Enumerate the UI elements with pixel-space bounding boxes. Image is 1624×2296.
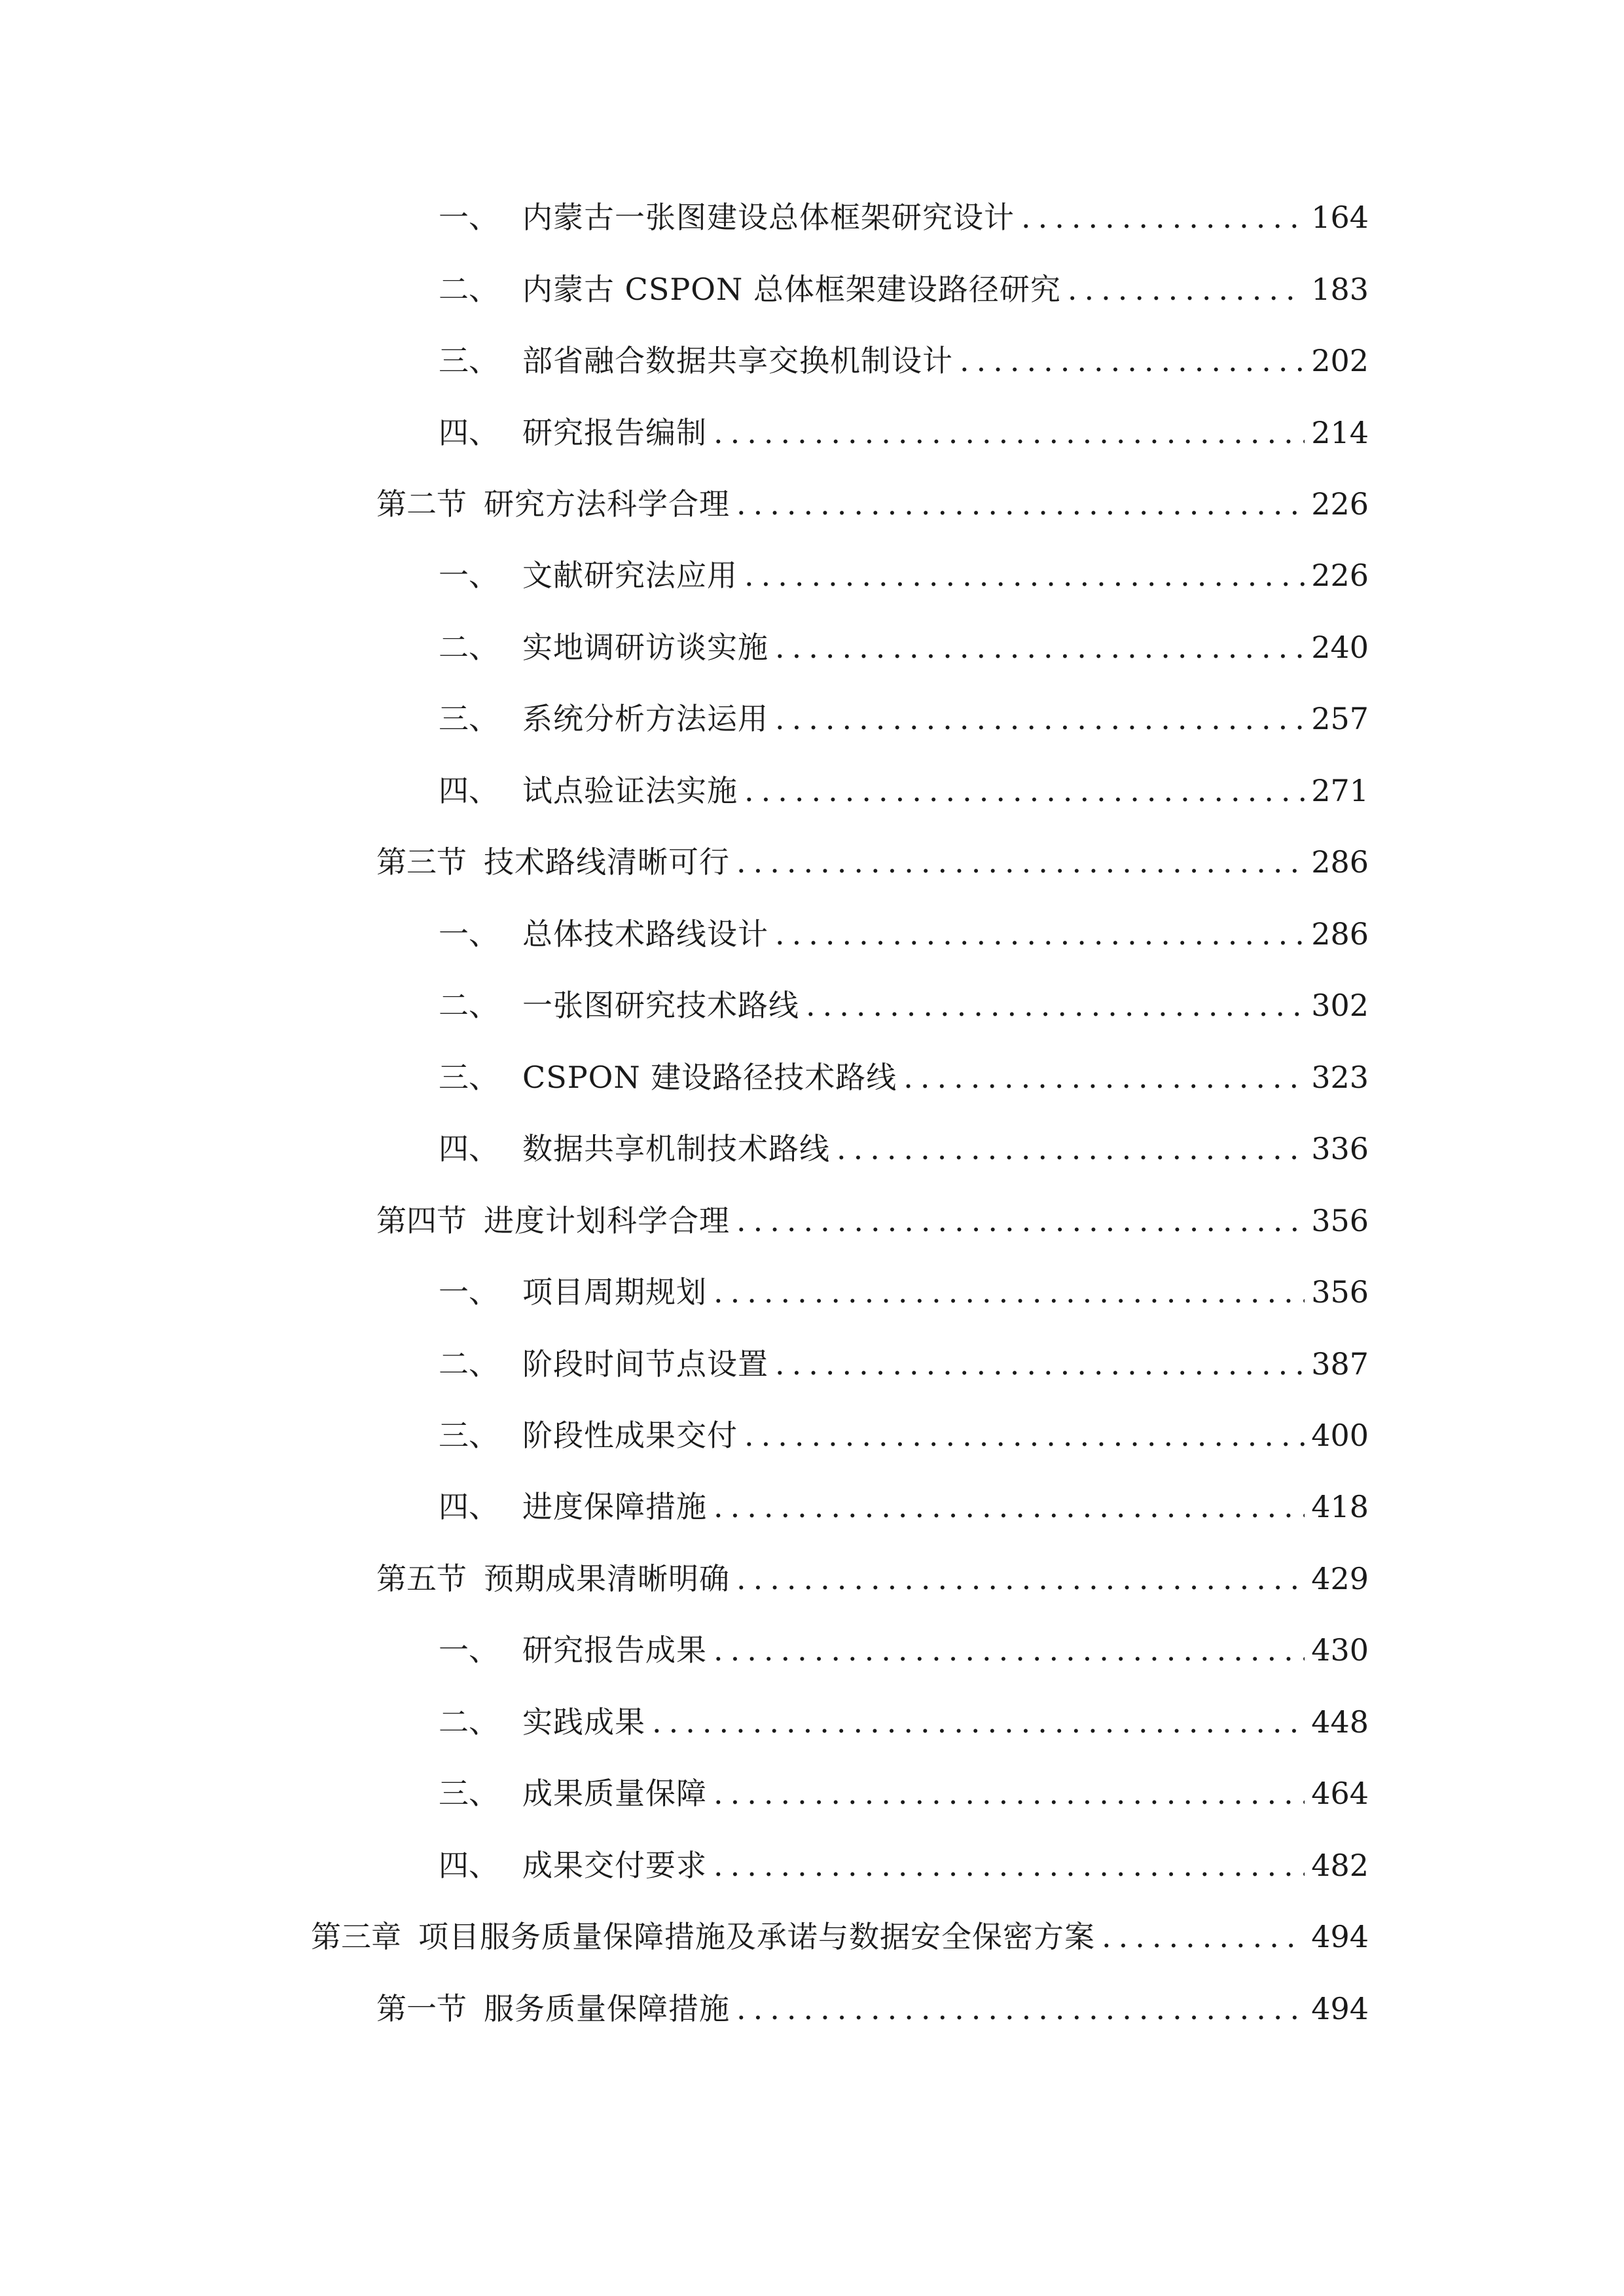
toc-page-number: 323 xyxy=(1311,1060,1369,1095)
toc-dot-leader xyxy=(713,1266,1305,1318)
toc-dot-leader xyxy=(775,908,1305,960)
toc-dot-leader xyxy=(960,334,1305,387)
toc-entry[interactable] xyxy=(439,549,1369,601)
toc-entry-title: 总体技术路线设计 xyxy=(522,916,768,952)
toc-entry-title: 部省融合数据共享交换机制设计 xyxy=(522,343,953,378)
toc-entry-number: 二、 xyxy=(439,1346,499,1382)
toc-entry-title: 项目服务质量保障措施及承诺与数据安全保密方案 xyxy=(418,1919,1095,1954)
toc-entry[interactable] xyxy=(439,334,1369,387)
toc-entry-number: 二、 xyxy=(439,1704,499,1740)
toc-entry[interactable] xyxy=(439,1051,1369,1103)
toc-entry[interactable] xyxy=(439,1767,1369,1820)
toc-entry-title: 研究报告成果 xyxy=(522,1632,707,1668)
toc-entry-number: 三、 xyxy=(439,701,499,736)
toc-chapter-entry[interactable] xyxy=(311,1910,1369,1963)
toc-dot-leader xyxy=(837,1122,1305,1175)
toc-dot-leader xyxy=(744,764,1305,817)
toc-entry-number: 四、 xyxy=(439,1848,499,1883)
toc-page-number: 164 xyxy=(1311,200,1369,235)
toc-dot-leader xyxy=(903,1051,1305,1103)
toc-dot-leader xyxy=(736,478,1305,530)
toc-entry-number: 三、 xyxy=(439,1418,499,1453)
toc-section-entry[interactable] xyxy=(376,1982,1369,2035)
toc-entry[interactable] xyxy=(439,1839,1369,1892)
toc-page-number: 494 xyxy=(1311,1991,1369,2026)
toc-section-entry[interactable] xyxy=(376,1194,1369,1247)
toc-section-number: 第三节 xyxy=(376,844,467,880)
toc-entry-number: 三、 xyxy=(439,1776,499,1811)
toc-page-number: 286 xyxy=(1311,844,1369,880)
toc-page-number: 387 xyxy=(1311,1346,1369,1382)
toc-dot-leader xyxy=(713,1767,1305,1820)
toc-entry-title: 试点验证法实施 xyxy=(522,773,738,808)
toc-page-number: 464 xyxy=(1311,1776,1369,1811)
toc-entry-title: 系统分析方法运用 xyxy=(522,701,768,736)
toc-entry-number: 一、 xyxy=(439,558,499,593)
toc-page-number: 214 xyxy=(1311,415,1369,450)
toc-dot-leader xyxy=(1021,191,1305,243)
toc-dot-leader xyxy=(744,549,1305,601)
toc-dot-leader xyxy=(713,406,1305,459)
toc-dot-leader xyxy=(1068,263,1305,315)
toc-entry[interactable] xyxy=(439,1480,1369,1533)
toc-entry-title: 服务质量保障措施 xyxy=(484,1991,730,2026)
toc-entry-title: 进度保障措施 xyxy=(522,1489,707,1524)
toc-page-number: 448 xyxy=(1311,1704,1369,1740)
toc-page-number: 418 xyxy=(1311,1489,1369,1524)
toc-entry-title: 成果质量保障 xyxy=(522,1776,707,1811)
toc-entry-title: 研究报告编制 xyxy=(522,415,707,450)
toc-entry[interactable] xyxy=(439,191,1369,243)
toc-page-number: 302 xyxy=(1311,988,1369,1023)
toc-entry-title: 阶段时间节点设置 xyxy=(522,1346,768,1382)
toc-entry-number: 一、 xyxy=(439,1274,499,1310)
toc-entry-number: 二、 xyxy=(439,988,499,1023)
toc-entry-number: 二、 xyxy=(439,630,499,665)
toc-section-entry[interactable] xyxy=(376,478,1369,530)
toc-entry-title: 阶段性成果交付 xyxy=(522,1418,738,1453)
toc-dot-leader xyxy=(736,1552,1305,1605)
toc-dot-leader xyxy=(775,621,1305,673)
toc-entry-title: 研究方法科学合理 xyxy=(484,486,730,522)
toc-dot-leader xyxy=(775,1338,1305,1390)
toc-entry[interactable] xyxy=(439,908,1369,960)
toc-section-number: 第二节 xyxy=(376,486,467,522)
toc-entry-number: 三、 xyxy=(439,1060,499,1095)
toc-entry-title: 实践成果 xyxy=(522,1704,645,1740)
toc-entry-number: 三、 xyxy=(439,343,499,378)
toc-entry[interactable] xyxy=(439,1624,1369,1676)
toc-page-number: 430 xyxy=(1311,1632,1369,1668)
toc-section-number: 第一节 xyxy=(376,1991,467,2026)
toc-entry-title: 预期成果清晰明确 xyxy=(484,1561,730,1596)
toc-entry-title: CSPON 建设路径技术路线 xyxy=(522,1060,897,1095)
toc-page-number: 494 xyxy=(1311,1919,1369,1954)
toc-page-number: 183 xyxy=(1311,272,1369,307)
toc-entry-number: 一、 xyxy=(439,1632,499,1668)
toc-dot-leader xyxy=(736,1194,1305,1247)
toc-dot-leader xyxy=(775,692,1305,745)
toc-entry[interactable] xyxy=(439,764,1369,817)
toc-entry[interactable] xyxy=(439,1696,1369,1748)
toc-entry-title: 一张图研究技术路线 xyxy=(522,988,799,1023)
toc-entry-title: 内蒙古 CSPON 总体框架建设路径研究 xyxy=(522,272,1061,307)
toc-entry[interactable] xyxy=(439,1338,1369,1390)
toc-dot-leader xyxy=(806,979,1305,1031)
toc-entry[interactable] xyxy=(439,979,1369,1031)
toc-entry[interactable] xyxy=(439,406,1369,459)
toc-entry-number: 一、 xyxy=(439,916,499,952)
toc-entry-number: 四、 xyxy=(439,773,499,808)
toc-entry-number: 二、 xyxy=(439,272,499,307)
toc-entry[interactable] xyxy=(439,263,1369,315)
toc-entry[interactable] xyxy=(439,1266,1369,1318)
toc-dot-leader xyxy=(736,1982,1305,2035)
toc-entry[interactable] xyxy=(439,1122,1369,1175)
toc-dot-leader xyxy=(736,836,1305,888)
toc-page-number: 257 xyxy=(1311,701,1369,736)
toc-entry-number: 一、 xyxy=(439,200,499,235)
toc-page-number: 202 xyxy=(1311,343,1369,378)
toc-page-number: 226 xyxy=(1311,558,1369,593)
toc-page-number: 286 xyxy=(1311,916,1369,952)
toc-entry-title: 数据共享机制技术路线 xyxy=(522,1131,830,1166)
toc-section-number: 第五节 xyxy=(376,1561,467,1596)
toc-entry-title: 项目周期规划 xyxy=(522,1274,707,1310)
toc-entry-title: 成果交付要求 xyxy=(522,1848,707,1883)
toc-page-number: 356 xyxy=(1311,1203,1369,1238)
toc-page-number: 429 xyxy=(1311,1561,1369,1596)
toc-entry-title: 技术路线清晰可行 xyxy=(484,844,730,880)
toc-page-number: 356 xyxy=(1311,1274,1369,1310)
toc-entry-number: 四、 xyxy=(439,1489,499,1524)
toc-dot-leader xyxy=(744,1409,1305,1462)
toc-dot-leader xyxy=(1102,1910,1305,1963)
toc-section-entry[interactable] xyxy=(376,1552,1369,1605)
toc-entry-number: 四、 xyxy=(439,1131,499,1166)
toc-page-number: 482 xyxy=(1311,1848,1369,1883)
toc-entry-title: 进度计划科学合理 xyxy=(484,1203,730,1238)
toc-entry-title: 内蒙古一张图建设总体框架研究设计 xyxy=(522,200,1015,235)
toc-entry-title: 实地调研访谈实施 xyxy=(522,630,768,665)
toc-dot-leader xyxy=(713,1624,1305,1676)
toc-dot-leader xyxy=(713,1480,1305,1533)
toc-page-number: 336 xyxy=(1311,1131,1369,1166)
toc-dot-leader xyxy=(713,1839,1305,1892)
toc-page-number: 240 xyxy=(1311,630,1369,665)
toc-page-number: 226 xyxy=(1311,486,1369,522)
toc-page-number: 400 xyxy=(1311,1418,1369,1453)
toc-entry-number: 四、 xyxy=(439,415,499,450)
toc-entry[interactable] xyxy=(439,692,1369,745)
toc-entry-title: 文献研究法应用 xyxy=(522,558,738,593)
toc-entry[interactable] xyxy=(439,621,1369,673)
toc-dot-leader xyxy=(652,1696,1305,1748)
toc-section-number: 第四节 xyxy=(376,1203,467,1238)
toc-page-number: 271 xyxy=(1311,773,1369,808)
toc-entry[interactable] xyxy=(439,1409,1369,1462)
toc-section-entry[interactable] xyxy=(376,836,1369,888)
toc-chapter-number: 第三章 xyxy=(311,1919,401,1954)
